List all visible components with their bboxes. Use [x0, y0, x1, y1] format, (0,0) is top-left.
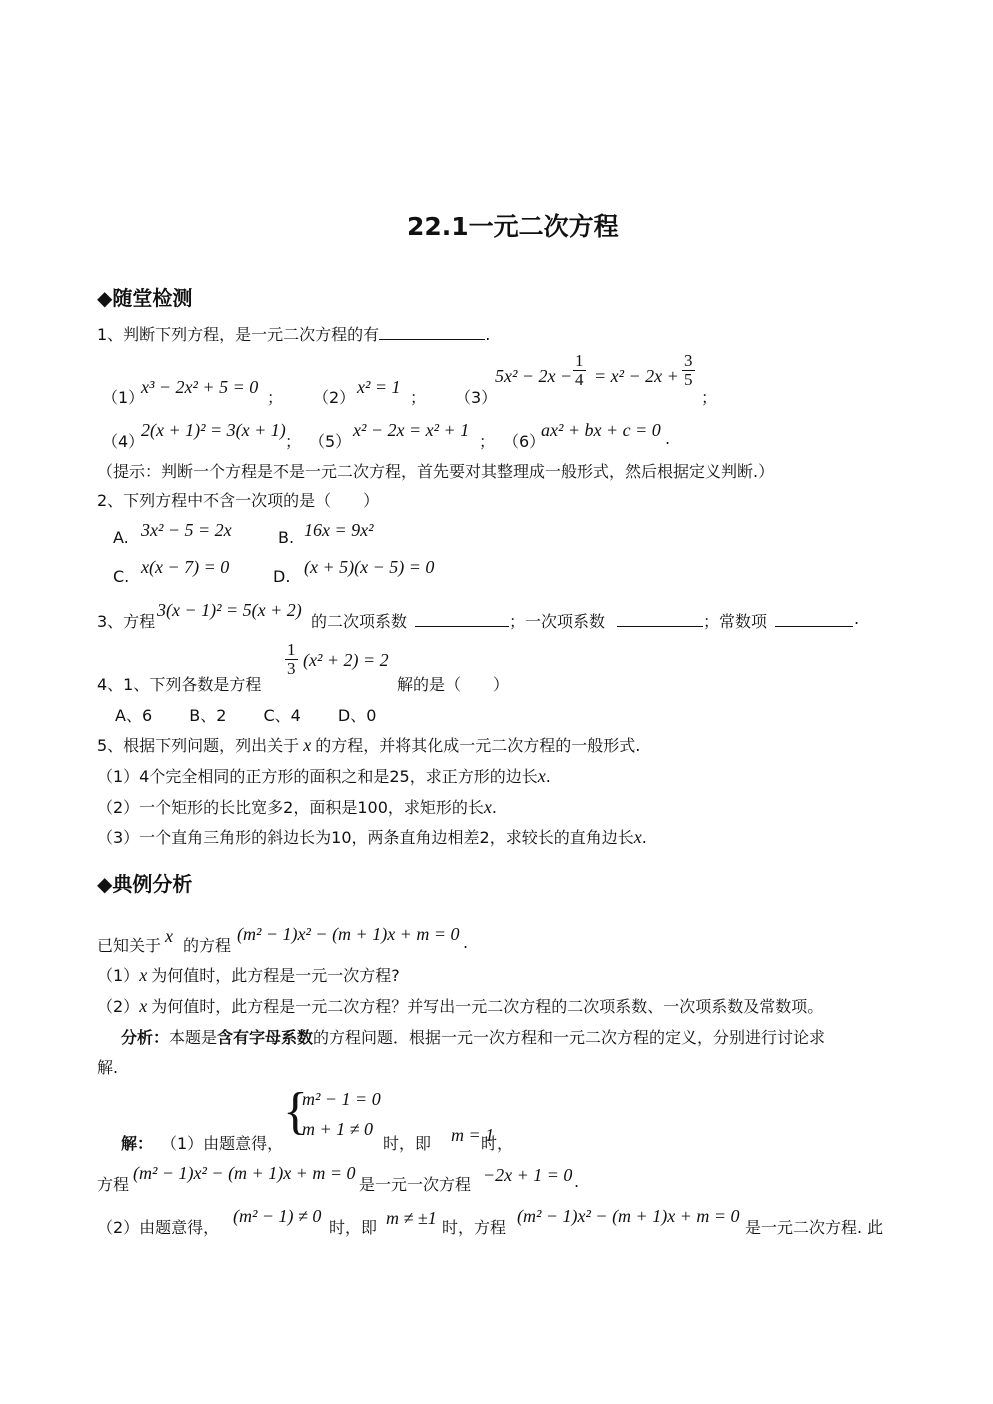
q5-sub1	[97, 764, 551, 787]
ex-sol1b: 时，即	[383, 1134, 432, 1153]
q5-sub1-text: （1）4个完全相同的正方形的面积之和是25，求正方形的边长	[97, 767, 538, 786]
q4-frac	[285, 641, 298, 678]
q3-p4: ；常数项	[703, 612, 768, 631]
q2-prompt: 2、下列方程中不含一次项的是（ ）	[97, 491, 380, 510]
q3-line	[97, 598, 897, 631]
q1-frac-1-num: 1	[575, 351, 584, 370]
q4-frac-den: 3	[287, 659, 296, 678]
ex-sol1e: 是一元一次方程	[359, 1175, 472, 1194]
ex-sol2: （2）由题意得，	[97, 1218, 220, 1237]
ex-sol2d: 是一元二次方程. 此	[745, 1218, 884, 1237]
ex-system-eq1: m² − 1 = 0	[302, 1089, 381, 1109]
q1-sep-5: ；	[479, 432, 496, 451]
q3-blank-constant[interactable]	[775, 610, 853, 627]
q4-line	[97, 640, 597, 694]
q2-b-eq[interactable]: 16x = 9x²	[304, 520, 374, 540]
q4-eq: (x² + 2) = 2	[303, 650, 389, 670]
section-heading-quiz: ◆随堂检测	[97, 286, 193, 310]
ex-q1-label: （1）	[97, 966, 140, 985]
q1-eq-3b: = x² − 2x +	[594, 366, 679, 386]
q3-end: .	[854, 609, 860, 628]
q4-p1: 4、1、下列各数是方程	[97, 675, 262, 694]
ex-analysis-label: 分析：	[121, 1028, 170, 1047]
q1-eq-3a: 5x² − 2x −	[495, 366, 573, 386]
ex-sol2b: 时，即	[329, 1218, 378, 1237]
ex-sol-label: 解：	[121, 1134, 154, 1153]
q1-sep-3: ；	[701, 388, 718, 407]
ex-sol1d: 方程	[97, 1175, 130, 1194]
ex-system-eq2: m + 1 ≠ 0	[302, 1119, 374, 1139]
q3-p3: ；一次项系数	[509, 612, 606, 631]
q1-answer-blank[interactable]	[379, 323, 485, 340]
q1-eq-5: x² − 2x = x² + 1	[353, 420, 470, 440]
q1-label-5: （5）	[309, 432, 352, 451]
q1-label-4: （4）	[102, 432, 145, 451]
q5-sub3-dot: .	[641, 828, 647, 847]
q3-p1: 3、方程	[97, 612, 156, 631]
q1-sep-6: .	[665, 429, 671, 448]
ex-q1-var: x	[139, 965, 148, 985]
q1-sep-4: ；	[285, 432, 302, 451]
ex-analysis	[121, 1025, 825, 1048]
ex-solution-2	[97, 1203, 907, 1237]
ex-eq: (m² − 1)x² − (m + 1)x + m = 0	[237, 924, 460, 944]
q2-b-label: B.	[278, 528, 295, 547]
q5-sub1-var: x	[537, 766, 546, 786]
ex-var: x	[165, 926, 173, 946]
q5-var: x	[303, 735, 312, 755]
ex-sol1-eq: (m² − 1)x² − (m + 1)x + m = 0	[133, 1163, 356, 1183]
q1-eq-6: ax² + bx + c = 0	[541, 420, 661, 440]
ex-sol1-dot: .	[574, 1172, 580, 1191]
q1-hint: （提示：判断一个方程是不是一元二次方程，首先要对其整理成一般形式，然后根据定义判断.）	[97, 462, 775, 481]
q1-label-3: （3）	[455, 388, 498, 407]
q1-row1	[97, 351, 737, 407]
ex-solution-1b	[97, 1160, 597, 1194]
page-title: 22.1一元二次方程	[407, 212, 619, 241]
q1-end: .	[485, 325, 491, 344]
ex-analysis-cont: 解.	[97, 1058, 119, 1077]
q1-sep-2: ；	[410, 388, 427, 407]
q4-frac-num: 1	[287, 640, 296, 659]
q2-c-eq[interactable]: x(x − 7) = 0	[141, 557, 230, 577]
q1-frac-2-den: 5	[684, 370, 693, 389]
q1-sep-1: ；	[267, 388, 284, 407]
q1-eq-1: x³ − 2x² + 5 = 0	[141, 377, 259, 397]
q1-text: 1、判断下列方程，是一元二次方程的有	[97, 325, 380, 344]
ex-solution-1	[97, 1085, 517, 1155]
q2-c-label: C.	[113, 567, 130, 586]
ex-q2	[97, 994, 823, 1017]
q5-sub3-var: x	[633, 827, 642, 847]
ex-sol1c: 时，	[481, 1134, 514, 1153]
q1-eq-2: x² = 1	[357, 377, 401, 397]
q5-sub2-dot: .	[491, 798, 497, 817]
ex-dot: .	[463, 933, 469, 952]
ex-p1: 已知关于	[97, 936, 162, 955]
q1-eq-4: 2(x + 1)² = 3(x + 1)	[141, 420, 286, 440]
q3-blank-linear[interactable]	[617, 610, 703, 627]
ex-sol2-eq: (m² − 1)x² − (m + 1)x + m = 0	[517, 1206, 740, 1226]
q5-sub3-text: （3）一个直角三角形的斜边长为10，两条直角边相差2，求较长的直角边长	[97, 828, 634, 847]
ex-q2-var: x	[139, 996, 148, 1016]
q1-frac-1-den: 4	[575, 370, 584, 389]
q1-frac-2	[682, 352, 695, 389]
q3-blank-quadratic[interactable]	[415, 610, 509, 627]
q2-options	[97, 516, 597, 586]
ex-p2: 的方程	[183, 936, 232, 955]
ex-q2-label: （2）	[97, 997, 140, 1016]
q5-p1: 5、根据下列问题，列出关于	[97, 736, 300, 755]
ex-given	[97, 920, 547, 955]
q1-row2	[97, 418, 697, 451]
q3-p2: 的二次项系数	[311, 612, 408, 631]
q1-prompt	[97, 322, 490, 345]
ex-q2-text: 为何值时，此方程是一元二次方程？并写出一元二次方程的二次项系数、一次项系数及常数项。	[151, 997, 824, 1016]
ex-q1	[97, 963, 400, 986]
q3-eq: 3(x − 1)² = 5(x + 2)	[157, 600, 302, 620]
ex-q1-text: 为何值时，此方程是一元一次方程?	[151, 966, 400, 985]
ex-mpm: m ≠ ±1	[386, 1208, 437, 1228]
q4-options[interactable]: A、6 B、2 C、4 D、0	[115, 706, 377, 725]
q2-a-eq[interactable]: 3x² − 5 = 2x	[141, 520, 232, 540]
ex-sol2c: 时，方程	[442, 1218, 507, 1237]
q5-sub1-dot: .	[545, 767, 551, 786]
q1-label-1: （1）	[102, 388, 145, 407]
q1-label-6: （6）	[503, 432, 546, 451]
q5-sub3	[97, 825, 647, 848]
q2-a-label: A.	[113, 528, 129, 547]
q5-p2: 的方程，并将其化成一元二次方程的一般形式.	[315, 736, 641, 755]
q5-sub2-text: （2）一个矩形的长比宽多2，面积是100，求矩形的长	[97, 798, 484, 817]
q4-p2: 解的是（ ）	[397, 675, 510, 694]
q1-frac-2-num: 3	[684, 351, 693, 370]
q2-d-eq[interactable]: (x + 5)(x − 5) = 0	[304, 557, 435, 577]
section-heading-example: ◆典例分析	[97, 872, 193, 896]
q5-sub2	[97, 795, 497, 818]
q5-prompt	[97, 733, 640, 756]
ex-lin-eq: −2x + 1 = 0	[483, 1165, 573, 1185]
ex-ne: (m² − 1) ≠ 0	[233, 1206, 322, 1226]
ex-m1: m = 1	[451, 1125, 495, 1145]
q1-frac-1	[573, 352, 586, 389]
ex-system-brace: {	[283, 1083, 308, 1140]
ex-analysis-b: 的方程问题．根据一元一次方程和一元二次方程的定义，分别进行讨论求	[313, 1028, 826, 1047]
ex-analysis-bold: 含有字母系数	[217, 1028, 314, 1047]
q2-d-label: D.	[273, 567, 291, 586]
ex-sol1-text: （1）由题意得，	[161, 1134, 284, 1153]
q5-sub2-var: x	[483, 797, 492, 817]
q1-label-2: （2）	[313, 388, 356, 407]
ex-analysis-a: 本题是	[169, 1028, 218, 1047]
